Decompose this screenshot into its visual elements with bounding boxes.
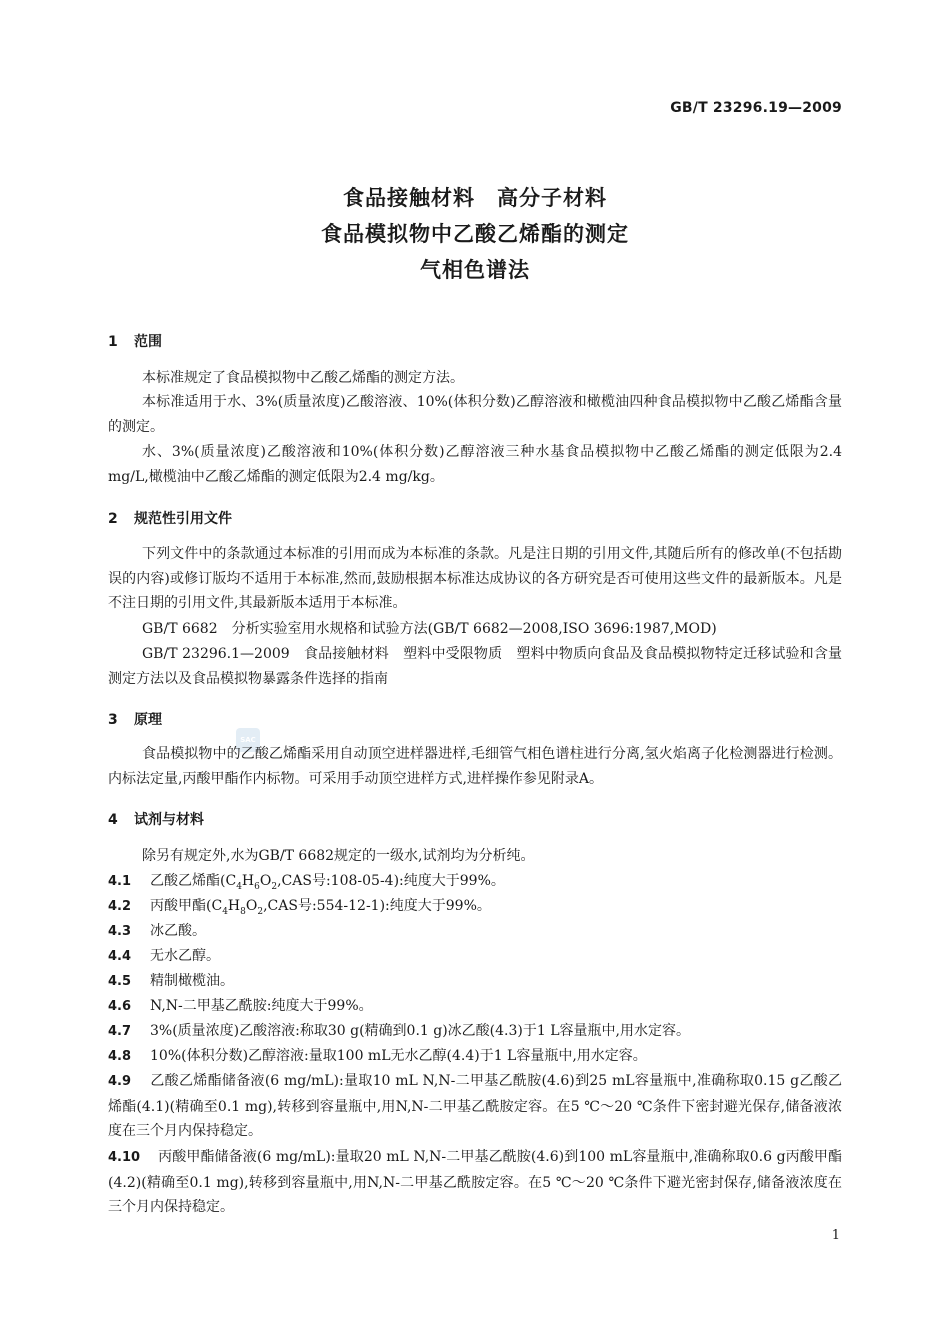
- item-text: 冰乙酸。: [150, 923, 206, 939]
- section-4-heading: [108, 809, 204, 829]
- standard-number: GB/T 23296.19—2009: [670, 100, 842, 116]
- page-number: 1: [831, 1228, 840, 1243]
- item-text: 3%(质量浓度)乙酸溶液:称取30 g(精确到0.1 g)冰乙酸(4.3)于1 L容量瓶中,用水定容。: [150, 1023, 690, 1039]
- section-1-paragraph-1: 本标准规定了食品模拟物中乙酸乙烯酯的测定方法。: [142, 370, 464, 386]
- item-number: 4.8: [108, 1049, 132, 1064]
- item-text-post: ,CAS号:108-05-4):纯度大于99%。: [277, 873, 505, 889]
- item-text-mid2: O: [245, 898, 258, 914]
- title-line-3: 气相色谱法: [420, 258, 530, 282]
- title-line-2: 食品模拟物中乙酸乙烯酯的测定: [321, 222, 629, 246]
- item-number: 4.5: [108, 974, 132, 989]
- section-number: 2: [108, 511, 118, 527]
- section-1-heading: [108, 331, 162, 351]
- list-item-4-4: [108, 944, 842, 970]
- subscript: 2: [257, 906, 264, 917]
- item-number: 4.10: [108, 1150, 141, 1165]
- section-title: 规范性引用文件: [134, 511, 232, 527]
- list-item-4-9: [108, 1069, 842, 1144]
- item-number: 4.4: [108, 949, 132, 964]
- item-number: 4.1: [108, 874, 132, 889]
- title-part-a: 食品接触材料: [343, 186, 475, 210]
- item-text: 无水乙醇。: [150, 948, 220, 964]
- item-text-pre: 丙酸甲酯(C: [150, 898, 223, 914]
- subscript: 4: [222, 906, 228, 917]
- item-text-mid: H: [227, 898, 241, 914]
- item-number: 4.7: [108, 1024, 132, 1039]
- title-line-1: [0, 182, 950, 212]
- section-number: 3: [108, 712, 118, 728]
- section-2-heading: [108, 508, 232, 528]
- list-item-4-6: [108, 994, 842, 1020]
- section-1-paragraph-3: 水、3%(质量浓度)乙酸溶液和10%(体积分数)乙醇溶液三种水基食品模拟物中乙酸乙烯酯的测定低限为2.4 mg/L,橄榄油中乙酸乙烯酯的测定低限为2.4 mg/kg。: [108, 444, 842, 485]
- section-title: 试剂与材料: [134, 812, 204, 828]
- item-number: 4.9: [108, 1074, 132, 1089]
- section-3-heading: [108, 709, 162, 729]
- subscript: 8: [240, 906, 246, 917]
- item-text: 精制橄榄油。: [150, 973, 234, 989]
- reference-gb-t-6682: GB/T 6682 分析实验室用水规格和试验方法(GB/T 6682—2008,ISO 3696:1987,MOD): [142, 621, 717, 637]
- list-item-4-5: [108, 969, 842, 995]
- subscript: 6: [254, 881, 260, 892]
- item-text-pre: 乙酸乙烯酯(C: [150, 873, 237, 889]
- sac-watermark-logo: SAC: [236, 728, 260, 752]
- item-number: 4.6: [108, 999, 132, 1014]
- list-item-4-8: [108, 1044, 842, 1070]
- item-text: 乙酸乙烯酯储备液(6 mg/mL):量取10 mL N,N-二甲基乙酰胺(4.6)到25 mL容量瓶中,准确称取0.15 g乙酸乙烯酯(4.1)(精确至0.1 mg),转移到容量瓶中,用N,N-二甲基乙酰胺定容。在5 ℃～20 ℃条件下密封避光保存,储备液浓度在三个月内保持稳定。: [108, 1073, 842, 1139]
- item-number: 4.3: [108, 924, 132, 939]
- section-3-paragraph-1: 食品模拟物中的乙酸乙烯酯采用自动顶空进样器进样,毛细管气相色谱柱进行分离,氢火焰离子化检测器进行检测。内标法定量,丙酸甲酯作内标物。可采用手动顶空进样方式,进样操作参见附录A。: [108, 746, 842, 787]
- item-text-mid2: O: [259, 873, 272, 889]
- section-number: 1: [108, 334, 118, 350]
- section-4-intro: 除另有规定外,水为GB/T 6682规定的一级水,试剂均为分析纯。: [142, 848, 535, 864]
- item-text: 丙酸甲酯储备液(6 mg/mL):量取20 mL N,N-二甲基乙酰胺(4.6)到100 mL容量瓶中,准确称取0.6 g丙酸甲酯(4.2)(精确至0.1 mg),转移到容量瓶中,用N,N-二甲基乙酰胺定容。在5 ℃～20 ℃条件下避光密封保存,储备液浓度在三个月内保持稳定。: [108, 1149, 842, 1215]
- subscript: 2: [271, 881, 278, 892]
- list-item-4-10: [108, 1145, 842, 1220]
- list-item-4-3: [108, 919, 842, 945]
- subscript: 4: [236, 881, 242, 892]
- section-title: 原理: [134, 712, 162, 728]
- section-1-paragraph-2: 本标准适用于水、3%(质量浓度)乙酸溶液、10%(体积分数)乙醇溶液和橄榄油四种食品模拟物中乙酸乙烯酯含量的测定。: [108, 394, 842, 435]
- section-title: 范围: [134, 334, 162, 350]
- item-text: 10%(体积分数)乙醇溶液:量取100 mL无水乙醇(4.4)于1 L容量瓶中,用水定容。: [150, 1048, 647, 1064]
- item-number: 4.2: [108, 899, 132, 914]
- list-item-4-7: [108, 1019, 842, 1045]
- section-2-paragraph-1: 下列文件中的条款通过本标准的引用而成为本标准的条款。凡是注日期的引用文件,其随后所有的修改单(不包括勘误的内容)或修订版均不适用于本标准,然而,鼓励根据本标准达成协议的各方研究是否可使用这些文件的最新版本。凡是不注日期的引用文件,其最新版本适用于本标准。: [108, 546, 842, 611]
- reference-gb-t-23296-1: GB/T 23296.1—2009 食品接触材料 塑料中受限物质 塑料中物质向食品及食品模拟物特定迁移试验和含量测定方法以及食品模拟物暴露条件选择的指南: [108, 646, 842, 687]
- item-text-post: ,CAS号:554-12-1):纯度大于99%。: [263, 898, 491, 914]
- section-number: 4: [108, 812, 118, 828]
- item-text: N,N-二甲基乙酰胺:纯度大于99%。: [150, 998, 373, 1014]
- title-part-b: 高分子材料: [497, 186, 607, 210]
- item-text-mid: H: [241, 873, 255, 889]
